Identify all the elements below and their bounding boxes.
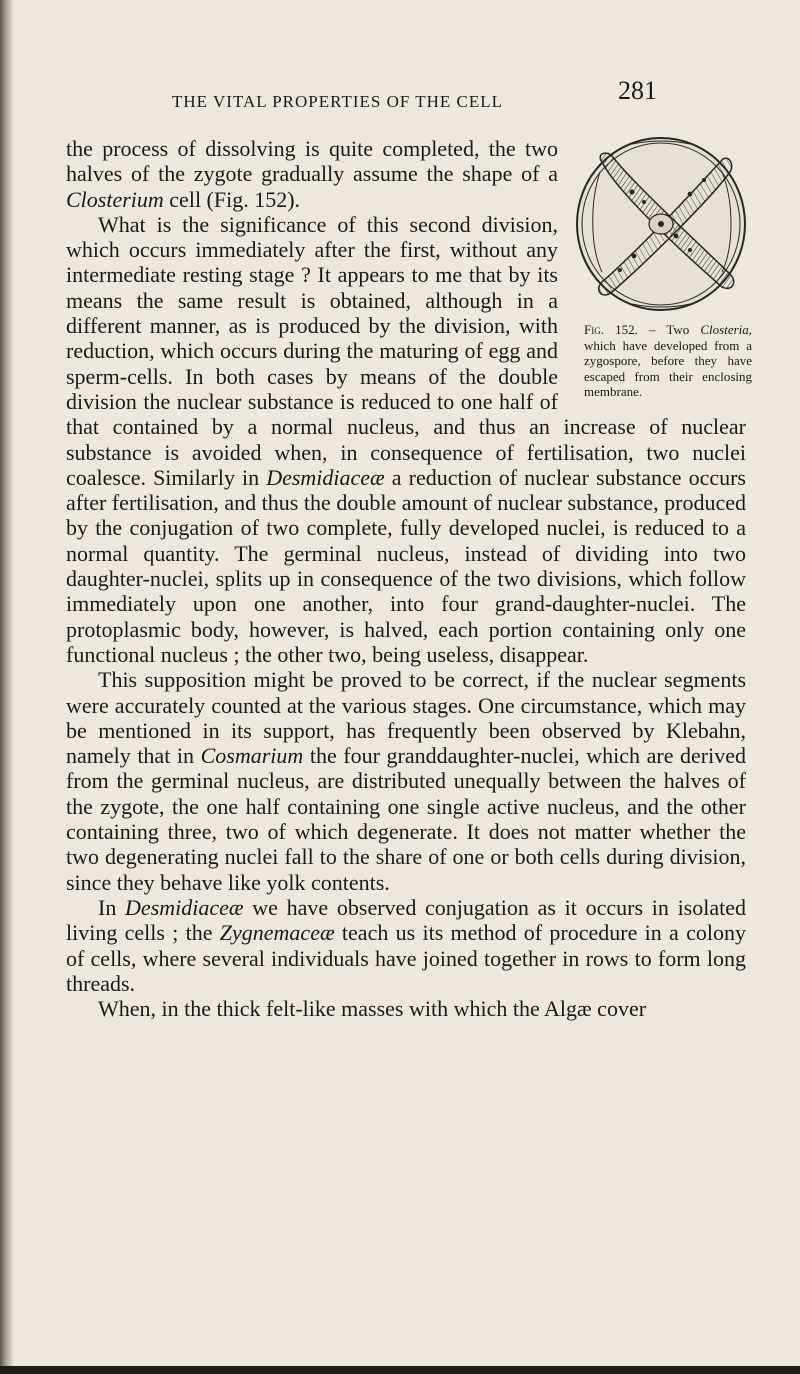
paragraph xyxy=(66,895,746,996)
text-run: When, in the thick felt-like masses with which the Algæ cover xyxy=(98,996,647,1022)
text-run: What is the significance of this second division, which occurs immediately after the first, without any intermediate resting stage ? It appears to me that by its means the same result is obtained, although in a different manner, as is produced by the division, with reduction, which occurs during the maturing of egg and sperm-cells. In both cases by means of the double division the nuclear substance is reduced to one half of that contained by a normal nucleus, and thus an increase of nuclear substance is avoided when, in consequence of fertilisation, two nuclei coalesce. Similarly in xyxy=(66,211,746,490)
caption-text: , which have developed from a zygospore, before they have escaped from their enclosing membrane. xyxy=(584,322,753,399)
closteria-zygospore-illustration xyxy=(572,132,750,314)
italic-text-run: Desmidiaceæ xyxy=(125,894,244,920)
text-run: we have observed conjugation as it occurs in isolated living cells ; the xyxy=(66,894,746,946)
page-number: 281 xyxy=(618,76,657,105)
text-run: a reduction of nuclear substance occurs after fertilisation, and thus the double amount of nuclear substance, produced by the conjugation of two complete, fully developed nuclei, is reduced to a normal quantity. The germinal nucleus, instead of dividing into two daughter-nuclei, splits up in consequence of the two divisions, which follow immediately upon one another, into four grand-daughter-nuclei. The protoplasmic body, however, is halved, each portion containing only one functional nucleus ; the other two, being useless, disappear. xyxy=(66,464,746,667)
italic-text-run: Zygnemaceæ xyxy=(219,920,335,946)
paragraph xyxy=(66,667,746,895)
italic-text-run: Desmidiaceæ xyxy=(266,464,385,490)
running-head: THE VITAL PROPERTIES OF THE CELL xyxy=(172,92,504,111)
italic-text-run: Cosmarium xyxy=(200,743,304,769)
italic-text-run: Closterium xyxy=(66,186,164,212)
figure-caption xyxy=(572,322,752,400)
body-text xyxy=(66,136,753,1022)
text-run: This supposition might be proved to be correct, if the nuclear segments were accurately counted at the various stages. One circumstance, which may be mentioned in its support, has frequently been observed by Klebahn, namely that in xyxy=(66,667,746,769)
text-run: the four granddaughter-nuclei, which are derived from the germinal nucleus, are distributed unequally between the halves of the zygote, the one half containing one single active nucleus, and the other containing three, two of which degenerate. It does not matter whether the two degenerating nuclei fall to the share of one or both cells during division, since they behave like yolk contents. xyxy=(66,743,746,895)
page-edge-shadow xyxy=(0,0,14,1374)
caption-label: Fig. 152. xyxy=(584,322,638,337)
paragraph xyxy=(66,996,746,1021)
caption-genus: Closteria xyxy=(700,322,749,337)
text-run: the process of dissolving is quite completed, the two halves of the zygote gradually assume the shape of a xyxy=(66,136,558,187)
figure-152 xyxy=(572,132,752,400)
text-run: In xyxy=(98,894,126,920)
text-run: teach us its method of procedure in a colony of cells, where several individuals have joined together in rows to form long threads. xyxy=(66,920,746,996)
text-run: cell (Fig. 152). xyxy=(163,186,301,212)
page-bottom-edge xyxy=(0,1366,800,1374)
caption-text: – Two xyxy=(637,322,701,337)
